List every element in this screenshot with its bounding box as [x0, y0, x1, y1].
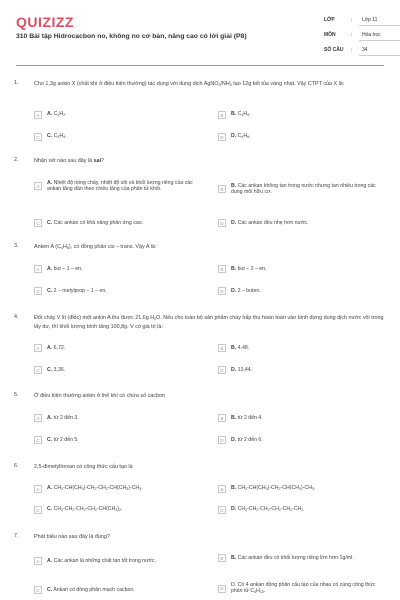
option-label: B. [231, 265, 237, 272]
option-letter-box: A [34, 182, 42, 190]
option-letter-box: B [218, 265, 226, 273]
text-segment: /NH [220, 81, 230, 87]
subscript: 3 [265, 487, 268, 492]
answer-option-b[interactable] [218, 554, 378, 562]
question-text [34, 80, 384, 89]
option-text [231, 111, 251, 118]
option-label: B. [231, 344, 237, 351]
text-segment: ), có đồng phân cis – trans. Vậy A là: [68, 244, 157, 250]
option-label: C. [47, 366, 53, 373]
text-segment: -CH [247, 506, 257, 513]
option-label: B. [231, 414, 237, 421]
option-letter-box: B [218, 185, 226, 193]
text-segment: -CH(CH [107, 485, 127, 492]
option-letter-box: C [34, 366, 42, 374]
answer-option-d[interactable] [218, 506, 378, 514]
option-letter-box: A [34, 557, 42, 565]
question-number: 4. [14, 314, 19, 320]
text-segment: C [53, 111, 58, 118]
subscript: 2 [94, 487, 97, 492]
worksheet-header [0, 0, 400, 60]
option-body: 3,36. [52, 366, 66, 373]
option-letter-box: C [34, 436, 42, 444]
option-label: D. [231, 506, 237, 513]
subscript: 3 [115, 508, 118, 513]
subscript: 2 [278, 508, 281, 513]
class-label: LỚP [324, 17, 335, 23]
option-letter-box: A [34, 485, 42, 493]
answer-option-b[interactable] [218, 183, 378, 196]
question-text [34, 157, 384, 165]
option-text [231, 485, 315, 492]
text-segment: -CH [269, 506, 279, 513]
option-label: B. [231, 111, 237, 118]
subscript: 2 [256, 508, 259, 513]
option-text [47, 587, 135, 593]
option-text [231, 415, 263, 421]
class-underline [359, 25, 400, 26]
subscript: 4 [241, 135, 244, 140]
text-segment: H [62, 244, 67, 250]
question-text: Phát biểu nào sau đây là đúng? [34, 534, 110, 540]
option-text [47, 266, 82, 272]
text-segment: -CH [280, 506, 291, 513]
option-label: A. [47, 485, 53, 492]
answer-option-c[interactable] [34, 287, 194, 295]
question-text [34, 314, 384, 331]
answer-option-a[interactable] [34, 111, 194, 119]
text-segment: . [249, 111, 251, 118]
option-letter-box: D [218, 366, 226, 374]
question-emphasis: sai [93, 158, 102, 164]
question-suffix: ? [101, 158, 105, 164]
text-segment: . [65, 111, 67, 118]
option-label: C. [47, 506, 53, 513]
answer-option-a[interactable] [34, 557, 194, 565]
option-body: Các ankan đều nhẹ hơn nước. [236, 219, 309, 226]
option-text [231, 288, 261, 294]
subscript: 2 [267, 508, 270, 513]
option-body: Ankan có đồng phân mạch cacbon. [52, 586, 135, 593]
option-letter-box: B [218, 111, 226, 119]
text-segment: CH [237, 506, 246, 513]
answer-option-b[interactable] [218, 265, 378, 273]
text-segment: )-CH [267, 485, 279, 492]
option-text [47, 558, 156, 564]
option-label: D. [231, 366, 237, 373]
option-text [47, 111, 67, 118]
option-body: Các ankan không tan trong nước nhưng tan nhiều trong các dung môi hữu cơ. [231, 183, 376, 196]
question-number: 5. [14, 392, 19, 398]
option-body: 2 – metylprop – 1 – en. [52, 287, 107, 294]
option-label: C. [47, 219, 53, 226]
answer-option-d[interactable] [218, 287, 378, 295]
option-letter-box: C [34, 219, 42, 227]
worksheet-title: 310 Bài tập Hidrocacbon no, không no cơ bản, nâng cao có lời giải (P8) [16, 33, 247, 40]
question-text: Ở điều kiện thường ankin ở thể khí có chứa số cacbon [34, 393, 165, 399]
text-segment: -CH [292, 506, 302, 513]
answer-option-d[interactable] [218, 366, 378, 374]
text-segment: . [263, 588, 266, 595]
option-letter-box: C [34, 506, 42, 514]
option-letter-box: B [218, 485, 226, 493]
subscript: 3 [61, 487, 64, 492]
option-label: B. [231, 183, 237, 189]
option-label: C. [47, 133, 53, 140]
subscript: 3 [245, 487, 248, 492]
answer-option-b[interactable] [218, 344, 378, 352]
text-segment: CH [53, 485, 62, 492]
option-letter-box: C [34, 586, 42, 594]
option-text [47, 220, 143, 226]
subscript: 2 [119, 508, 122, 513]
option-letter-box: B [218, 344, 226, 352]
option-text [47, 288, 107, 294]
answer-option-a[interactable] [34, 265, 194, 273]
quizizz-logo: QUIZIZZ [16, 14, 74, 30]
class-colon: : [351, 17, 353, 23]
subscript: 2 [83, 508, 86, 513]
option-body: 13,44. [236, 366, 253, 373]
option-label: A. [47, 557, 53, 564]
option-letter-box: A [34, 265, 42, 273]
option-body: từ 2 đến 4. [236, 414, 263, 421]
answer-option-a[interactable] [34, 485, 194, 493]
text-segment: ) [117, 506, 120, 513]
text-segment: . [249, 133, 251, 140]
answer-option-b[interactable] [218, 111, 378, 119]
answer-option-c[interactable] [34, 366, 194, 374]
text-segment: -CH [74, 506, 84, 513]
option-label: D. [231, 133, 237, 140]
subscript: 3 [218, 83, 221, 87]
option-label: C. [47, 586, 53, 593]
option-text [231, 367, 252, 373]
option-body: 2 – buten. [236, 287, 261, 294]
option-letter-box: D [218, 219, 226, 227]
subject-colon: : [351, 32, 353, 38]
question-number: 3. [14, 243, 19, 249]
answer-option-c[interactable] [34, 436, 194, 444]
question-prefix: Nhận xét nào sau đây là [34, 158, 94, 164]
option-letter-box: A [34, 111, 42, 119]
header-divider [16, 65, 384, 66]
subscript: 2 [290, 508, 293, 513]
subscript: 8 [66, 246, 69, 250]
count-underline [359, 55, 400, 56]
answer-option-a[interactable] [34, 414, 194, 422]
question-number: 2. [14, 157, 19, 163]
text-segment: -CH(CH [280, 485, 299, 492]
option-text [47, 133, 67, 140]
question-text: 2,5-đimetylhexan có công thức cấu tạo là [34, 464, 133, 470]
subscript: 2 [154, 317, 157, 321]
option-letter-box: B [218, 554, 226, 562]
subscript: 3 [311, 487, 314, 492]
text-segment: tạo 12g kết tủa vàng nhạt. Vậy CTPT của X là: [231, 81, 345, 87]
option-letter-box: D [218, 287, 226, 295]
text-segment: CH [53, 506, 62, 513]
option-text [231, 582, 378, 596]
subscript: 3 [81, 487, 84, 492]
option-label: A. [47, 111, 53, 118]
answer-option-a[interactable] [34, 344, 194, 352]
subscript: 4 [247, 113, 250, 118]
text-segment: CH [237, 485, 246, 492]
text-segment: -CH [85, 506, 95, 513]
option-text [47, 345, 65, 351]
question-number: 6. [14, 463, 19, 469]
option-text [231, 437, 263, 443]
option-label: C. [47, 287, 53, 294]
option-text [47, 485, 143, 492]
option-letter-box: A [34, 344, 42, 352]
option-text [231, 266, 266, 272]
text-segment: . [313, 485, 316, 492]
option-body: từ 2 đến 6. [236, 436, 263, 443]
question-number: 7. [14, 533, 19, 539]
option-body: 6,72. [52, 344, 66, 351]
text-segment: C [237, 111, 242, 118]
option-text [231, 345, 249, 351]
option-body: từ 2 đến 3. [52, 414, 79, 421]
subject-underline [359, 40, 400, 41]
option-body: Nhiệt độ nóng chảy, nhiệt độ sôi và khối lượng riêng của các ankan tăng dần theo chiều tăng của phân tử khối. [47, 180, 193, 193]
subscript: 3 [301, 508, 304, 513]
subscript: 2 [105, 487, 108, 492]
text-segment: )-CH [83, 485, 95, 492]
option-text [231, 506, 303, 513]
option-label: A. [47, 180, 53, 186]
option-label: B. [231, 554, 237, 561]
subject-value: Hóa học [362, 32, 381, 38]
question-number: 1. [14, 80, 19, 86]
text-segment: O. Nếu cho toàn bộ sản phẩm cháy hấp thụ hoàn toàn vào bình đựng dung dịch nước vôi trong lấy dư, thì khối lượng bình tăng 100,8g. V có giá trị là: [34, 315, 384, 330]
text-segment: Anken A (C [34, 244, 61, 250]
text-segment: D. Có 4 ankan đồng phân cấu tạo của nhau có cùng công thức phân tử C [231, 582, 376, 595]
answer-option-d[interactable] [218, 133, 378, 141]
option-text [47, 180, 194, 193]
text-segment: H [256, 588, 260, 595]
option-label: A. [47, 265, 53, 272]
option-text [47, 415, 79, 421]
subscript: 2 [72, 508, 75, 513]
text-segment: )-CH [301, 485, 312, 492]
text-segment: -CH [258, 506, 268, 513]
option-label: D. [231, 219, 237, 226]
answer-option-d[interactable] [218, 436, 378, 444]
option-text [47, 437, 79, 443]
subscript: 3 [139, 487, 142, 492]
option-body: Các ankan có khả năng phản ứng cao. [52, 219, 144, 226]
count-label: SỐ CÂU [324, 47, 344, 53]
subject-label: MÔN [324, 32, 336, 38]
subscript: 10 [259, 590, 264, 595]
subscript: 3 [241, 113, 244, 118]
text-segment: . [121, 506, 123, 513]
option-letter-box: D [218, 133, 226, 141]
option-text [231, 183, 378, 196]
option-letter-box: B [218, 414, 226, 422]
subscript: 3 [245, 508, 248, 513]
text-segment: H [243, 111, 248, 118]
text-segment: C [53, 133, 58, 140]
class-value: Lớp 11 [362, 17, 378, 23]
answer-option-c[interactable] [34, 133, 194, 141]
count-colon: : [351, 47, 353, 53]
text-segment: H [59, 133, 64, 140]
answer-option-c[interactable] [34, 586, 194, 594]
text-segment: -CH [63, 506, 73, 513]
option-label: A. [47, 414, 53, 421]
option-text [47, 506, 122, 513]
subscript: 2 [278, 487, 281, 492]
option-label: A. [47, 344, 53, 351]
text-segment: H [243, 133, 248, 140]
answer-option-d[interactable] [218, 219, 378, 227]
option-label: D. [231, 436, 237, 443]
option-letter-box: C [34, 287, 42, 295]
option-body: but – 2 – en. [236, 265, 267, 272]
option-body: 4,48. [236, 344, 250, 351]
option-text [47, 367, 65, 373]
subscript: 2 [94, 508, 97, 513]
option-letter-box: C [34, 133, 42, 141]
subscript: 6 [247, 135, 250, 140]
answer-option-b[interactable] [218, 485, 378, 493]
count-value: 34 [362, 47, 368, 53]
option-letter-box: D [218, 436, 226, 444]
option-body: từ 2 đến 5. [52, 436, 79, 443]
option-label: B. [231, 485, 237, 492]
option-text [231, 220, 308, 226]
text-segment: Cho 1,3g ankin X (chất khí ở điều kiện thường) tác dụng với dung dịch AgNO [34, 81, 219, 87]
text-segment: -CH(CH [63, 485, 82, 492]
text-segment: -CH(CH [96, 506, 116, 513]
option-text [231, 555, 354, 561]
text-segment: C [237, 133, 242, 140]
option-letter-box: A [34, 414, 42, 422]
option-label: C. [47, 436, 53, 443]
subscript: 3 [126, 487, 129, 492]
subscript: 4 [63, 135, 66, 140]
option-body: but – 1 – en. [52, 265, 83, 272]
subscript: 4 [60, 246, 63, 250]
subscript: 3 [57, 135, 60, 140]
text-segment: )-CH [128, 485, 140, 492]
subscript: 2 [57, 113, 60, 118]
question-text [34, 243, 384, 252]
text-segment: . [141, 485, 143, 492]
text-segment: . [65, 133, 67, 140]
answer-option-b[interactable] [218, 414, 378, 422]
option-text [231, 133, 251, 140]
option-body: Các ankan là những chất tan tốt trong nước. [52, 557, 156, 564]
subscript: 3 [61, 508, 64, 513]
answer-option-a[interactable] [34, 180, 194, 193]
option-letter-box: D [218, 585, 226, 593]
text-segment: -CH(CH [247, 485, 266, 492]
subscript: 3 [229, 83, 232, 87]
text-segment: H [59, 111, 64, 118]
text-segment: Đốt cháy V lít (đktc) một ankin A thu được 21,6g H [34, 315, 155, 321]
option-label: D. [231, 287, 237, 294]
answer-option-c[interactable] [34, 219, 194, 227]
answer-option-c[interactable] [34, 506, 194, 514]
answer-option-d[interactable] [218, 582, 378, 596]
subscript: 2 [63, 113, 66, 118]
subscript: 3 [299, 487, 301, 492]
option-letter-box: D [218, 506, 226, 514]
subscript: 4 [254, 590, 257, 595]
option-body: Các ankan đều có khối lượng riêng lớn hơn 1g/ml. [236, 554, 354, 561]
text-segment: -CH [96, 485, 106, 492]
